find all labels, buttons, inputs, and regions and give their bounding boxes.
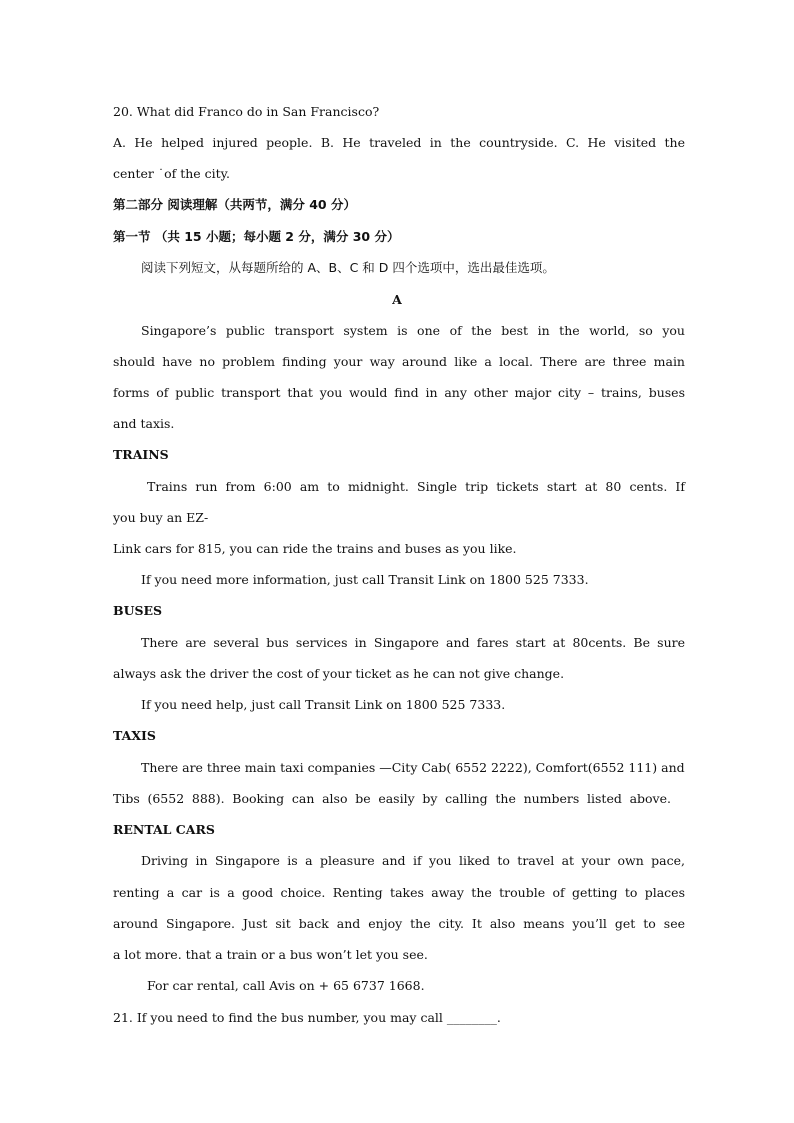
question-20-options-continued: center ˙of the city. (113, 166, 231, 181)
part-two-heading: 第二部分 阅读理解（共两节，满分 40 分） (113, 197, 356, 212)
reading-instructions: 阅读下列短文，从每题所给的 A、B、C 和 D 四个选项中，选出最佳选项。 (141, 260, 555, 275)
section-one-heading: 第一节 （共 15 小题；每小题 2 分，满分 30 分） (113, 229, 400, 244)
trains-line: Link cars for 815, you can ride the trains and buses as you like. (113, 541, 517, 556)
buses-line: always ask the driver the cost of your ticket as he can not give change. (113, 666, 565, 681)
intro-line: forms of public transport that you would find in any other major city – trains, buses (113, 385, 685, 400)
buses-line: There are several bus services in Singapore and fares start at 80cents. Be sure (141, 635, 685, 650)
taxis-line: Tibs (6552 888). Booking can also be easily by calling the numbers listed above. (113, 791, 671, 806)
intro-line: and taxis. (113, 416, 175, 431)
rental-line: renting a car is a good choice. Renting takes away the trouble of getting to places (113, 885, 685, 900)
trains-line: If you need more information, just call Transit Link on 1800 525 7333. (141, 572, 589, 587)
intro-line: Singapore’s public transport system is one of the best in the world, so you (141, 323, 685, 338)
trains-heading: TRAINS (113, 447, 169, 462)
trains-line: Trains run from 6:00 am to midnight. Single trip tickets start at 80 cents. If (147, 479, 685, 494)
question-20-options: A. He helped injured people. B. He traveled in the countryside. C. He visited the (113, 135, 685, 150)
rental-line: a lot more. that a train or a bus won’t let you see. (113, 947, 428, 962)
rental-cars-heading: RENTAL CARS (113, 822, 215, 837)
buses-heading: BUSES (113, 603, 163, 618)
question-20-stem: 20. What did Franco do in San Francisco? (113, 104, 380, 119)
buses-line: If you need help, just call Transit Link on 1800 525 7333. (141, 697, 506, 712)
taxis-heading: TAXIS (113, 728, 156, 743)
rental-line: around Singapore. Just sit back and enjoy the city. It also means you’ll get to see (113, 916, 685, 931)
trains-line: you buy an EZ- (113, 510, 209, 525)
question-21-stem: 21. If you need to find the bus number, you may call ________. (113, 1010, 501, 1025)
passage-letter: A (392, 292, 402, 307)
rental-line: For car rental, call Avis on + 65 6737 1668. (147, 978, 425, 993)
rental-line: Driving in Singapore is a pleasure and if you liked to travel at your own pace, (141, 853, 685, 868)
taxis-line: There are three main taxi companies —City Cab( 6552 2222), Comfort(6552 111) and (141, 760, 685, 775)
intro-line: should have no problem finding your way around like a local. There are three main (113, 354, 685, 369)
